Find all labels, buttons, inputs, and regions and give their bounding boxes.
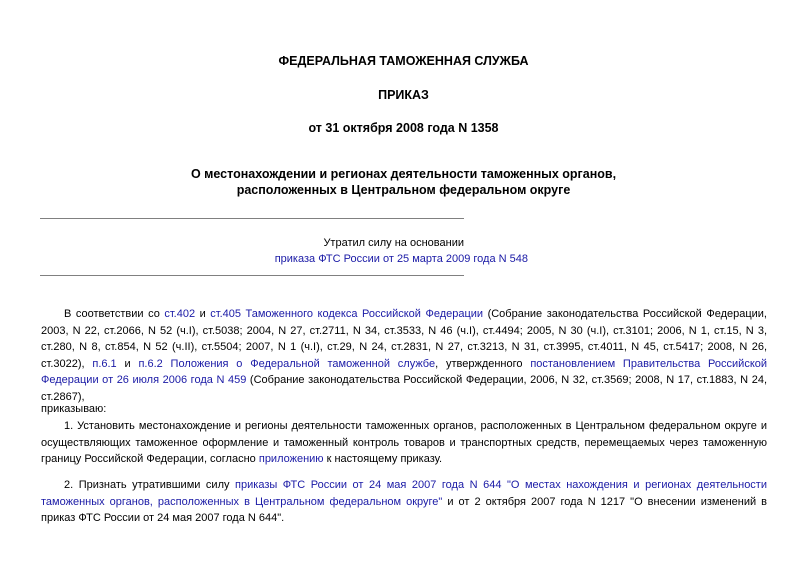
separator-top: [40, 218, 464, 219]
text-run: В соответствии со: [64, 308, 165, 320]
order-word: приказываю:: [41, 403, 107, 415]
text-run: 1. Установить местонахождение и регионы деятельности таможенных органов, расположенных в Центральном федеральном округе и осуществляющих таможенное оформление и таможенный контроль товаров и транспортных средств, перемещаемых через таможенную границу Российской Федерации, согласно: [41, 420, 767, 465]
item-2-paragraph: [41, 477, 767, 527]
text-run: (Собрание законодательства Российской Федерации, 2003, N 22, ст.2066, N 52 (ч.I), ст.5038; 2004, N 27, ст.2711, N 34, ст.3533, N 46 (ч.I), ст.4494; 2005, N 30 (ч.I), ст.3101; 2006, N 1, ст.15, N 3, ст.280, N 8, ст.854, N 52 (ч.II), ст.5504; 2007, N 1 (ч.I), ст.29, N 24, ст.2831, N 27, ст.3213, N 31, ст.3995, ст.4011, N 45, ст.5417; 2008, N 26, ст.3022),: [41, 308, 767, 370]
text-run: и: [195, 308, 211, 320]
separator-bottom: [40, 275, 464, 276]
link-p6-2-regulation[interactable]: п.6.2 Положения о Федеральной таможенной службе: [138, 357, 436, 370]
agency-name: ФЕДЕРАЛЬНАЯ ТАМОЖЕННАЯ СЛУЖБА: [278, 54, 529, 68]
link-government-resolution[interactable]: постановлением Правительства Российской Федерации от 26 июля 2006 года N 459: [41, 357, 768, 386]
status-note-text: Утратил силу на основании: [323, 237, 464, 249]
link-appendix[interactable]: приложению: [258, 453, 324, 465]
status-note-link[interactable]: приказа ФТС России от 25 марта 2009 года N 548: [274, 253, 528, 265]
text-run: и: [116, 357, 139, 370]
link-art405-customs-code[interactable]: ст.405 Таможенного кодекса Российской Федерации: [210, 308, 484, 320]
link-p6-1[interactable]: п.6.1: [92, 357, 117, 370]
doc-title-line2: расположенных в Центральном федеральном округе: [236, 183, 571, 197]
doc-date-number: от 31 октября 2008 года N 1358: [308, 121, 499, 135]
text-run: 2. Признать утратившими силу: [64, 479, 236, 491]
link-art402[interactable]: ст.402: [164, 308, 196, 320]
link-order-644[interactable]: приказы ФТС России от 24 мая 2007 года N 644 "О местах нахождения и регионах деятельности таможенных органов, расположенных в Центральном федеральном округе": [41, 479, 767, 508]
text-run: , утвержденного: [435, 357, 531, 370]
item-1-paragraph: [41, 418, 767, 468]
text-run: (Собрание законодательства Российской Федерации, 2006, N 32, ст.3569; 2008, N 17, ст.1883, N 24, ст.2867),: [41, 374, 767, 403]
preamble-paragraph: [41, 306, 767, 405]
doc-title-line1: О местонахождении и регионах деятельности таможенных органов,: [190, 167, 617, 181]
text-run: к настоящему приказу.: [323, 453, 443, 465]
text-run: и от 2 октября 2007 года N 1217 "О внесении изменений в приказ ФТС России от 24 мая 2007 года N 644".: [41, 495, 768, 524]
doc-type: ПРИКАЗ: [378, 88, 429, 102]
